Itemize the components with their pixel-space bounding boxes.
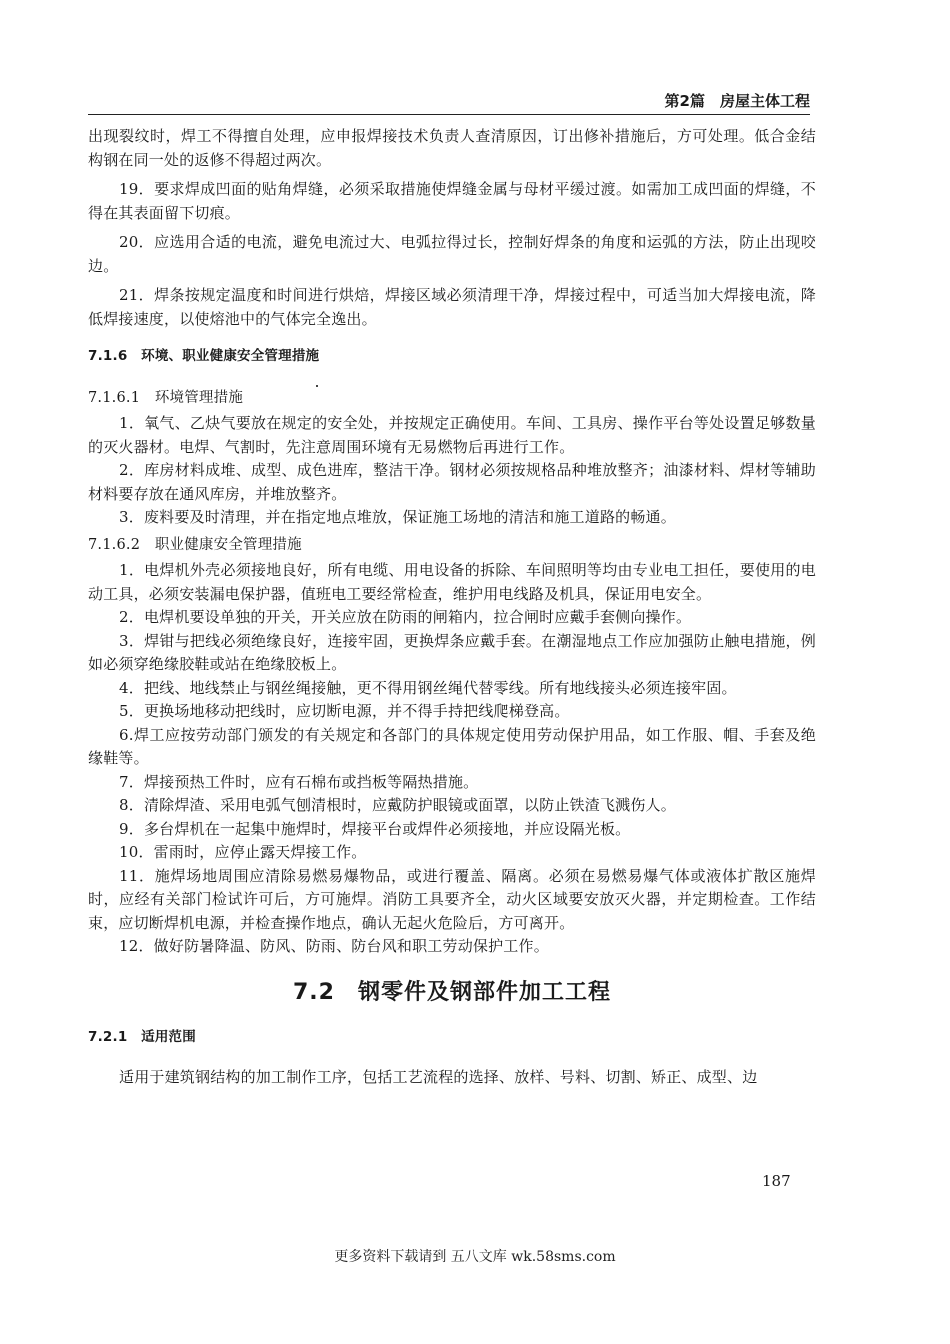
subsection-heading-7-1-6-2: 7.1.6.2 职业健康安全管理措施 xyxy=(88,536,302,553)
paragraph: 适用于建筑钢结构的加工制作工序，包括工艺流程的选择、放样、号料、切割、矫正、成型、边 xyxy=(119,1067,758,1086)
list-item: 10．雷雨时，应停止露天焊接工作。 xyxy=(119,843,367,861)
paragraph: 20．应选用合适的电流，避免电流过大、电弧拉得过长，控制好焊条的角度和运弧的方法，防止出现咬边。 xyxy=(88,233,816,275)
list-item: 3．焊钳与把线必须绝缘良好，连接牢固，更换焊条应戴手套。在潮湿地点工作应加强防止触电措施，例如必须穿绝缘胶鞋或站在绝缘胶板上。 xyxy=(88,631,816,673)
part-label: 第2篇 房屋主体工程 xyxy=(664,92,810,110)
list-item: 9．多台焊机在一起集中施焊时，焊接平台或焊件必须接地，并应设隔光板。 xyxy=(119,819,631,838)
list-item: 4．把线、地线禁止与钢丝绳接触，更不得用钢丝绳代替零线。所有地线接头必须连接牢固。 xyxy=(119,678,737,697)
running-header xyxy=(88,84,810,115)
paragraph: 21．焊条按规定温度和时间进行烘焙，焊接区域必须清理干净，焊接过程中，可适当加大焊接电流，降低焊接速度，以使熔池中的气体完全逸出。 xyxy=(88,286,816,328)
list-item: 5．更换场地移动把线时，应切断电源，并不得手持把线爬梯登高。 xyxy=(119,702,570,720)
list-item: 1．电焊机外壳必须接地良好，所有电缆、用电设备的拆除、车间照明等均由专业电工担任，要使用的电动工具，必须安装漏电保护器，值班电工要经常检查，维护用电线路及机具，保证用电安全。 xyxy=(88,561,816,603)
subsection-heading-7-1-6-1: 7.1.6.1 环境管理措施 xyxy=(88,389,244,406)
list-item: 11．施焊场地周围应清除易燃易爆物品，或进行覆盖、隔离。必须在易燃易爆气体或液体扩散区施焊时，应经有关部门检试许可后，方可施焊。消防工具要齐全，动火区域要安放灭火器，并定期检查。工作结束，应切断焊机电源，并检查操作地点，确认无起火危险后，方可离开。 xyxy=(88,866,816,932)
list-item: 6.焊工应按劳动部门颁发的有关规定和各部门的具体规定使用劳动保护用品，如工作服、帽、手套及绝缘鞋等。 xyxy=(88,725,816,767)
chapter-heading-7-2: 7.2 钢零件及钢部件加工工程 xyxy=(293,979,611,1005)
section-heading-7-1-6: 7.1.6 环境、职业健康安全管理措施 xyxy=(88,348,320,364)
list-item: 7．焊接预热工件时，应有石棉布或挡板等隔热措施。 xyxy=(119,772,479,791)
paragraph: 出现裂纹时，焊工不得擅自处理，应申报焊接技术负责人查清原因，订出修补措施后，方可处理。低合金结构钢在同一处的返修不得超过两次。 xyxy=(88,127,816,169)
section-heading-7-2-1: 7.2.1 适用范围 xyxy=(88,1029,196,1045)
list-item: 8．清除焊渣、采用电弧气刨清根时，应戴防护眼镜或面罩，以防止铁渣飞溅伤人。 xyxy=(119,796,676,814)
list-item: 1．氧气、乙炔气要放在规定的安全处，并按规定正确使用。车间、工具房、操作平台等处设置足够数量的灭火器材。电焊、气割时，先注意周围环境有无易燃物后再进行工作。 xyxy=(88,414,816,456)
page-number: 187 xyxy=(762,1172,791,1190)
list-item: 2．库房材料成堆、成型、成色进库，整洁干净。钢材必须按规格品种堆放整齐；油漆材料、焊材等辅助材料要存放在通风库房，并堆放整齐。 xyxy=(88,461,816,503)
list-item: 12．做好防暑降温、防风、防雨、防台风和职工劳动保护工作。 xyxy=(119,937,549,955)
paragraph: 19．要求焊成凹面的贴角焊缝，必须采取措施使焊缝金属与母材平缓过渡。如需加工成凹面的焊缝，不得在其表面留下切痕。 xyxy=(88,180,816,222)
list-item: 3．废料要及时清理，并在指定地点堆放，保证施工场地的清洁和施工道路的畅通。 xyxy=(119,508,676,526)
list-item: 2．电焊机要设单独的开关，开关应放在防雨的闸箱内，拉合闸时应戴手套侧向操作。 xyxy=(119,608,692,626)
footer-watermark: 更多资料下载请到 五八文库 wk.58sms.com xyxy=(334,1249,616,1265)
page-body xyxy=(88,125,816,1089)
